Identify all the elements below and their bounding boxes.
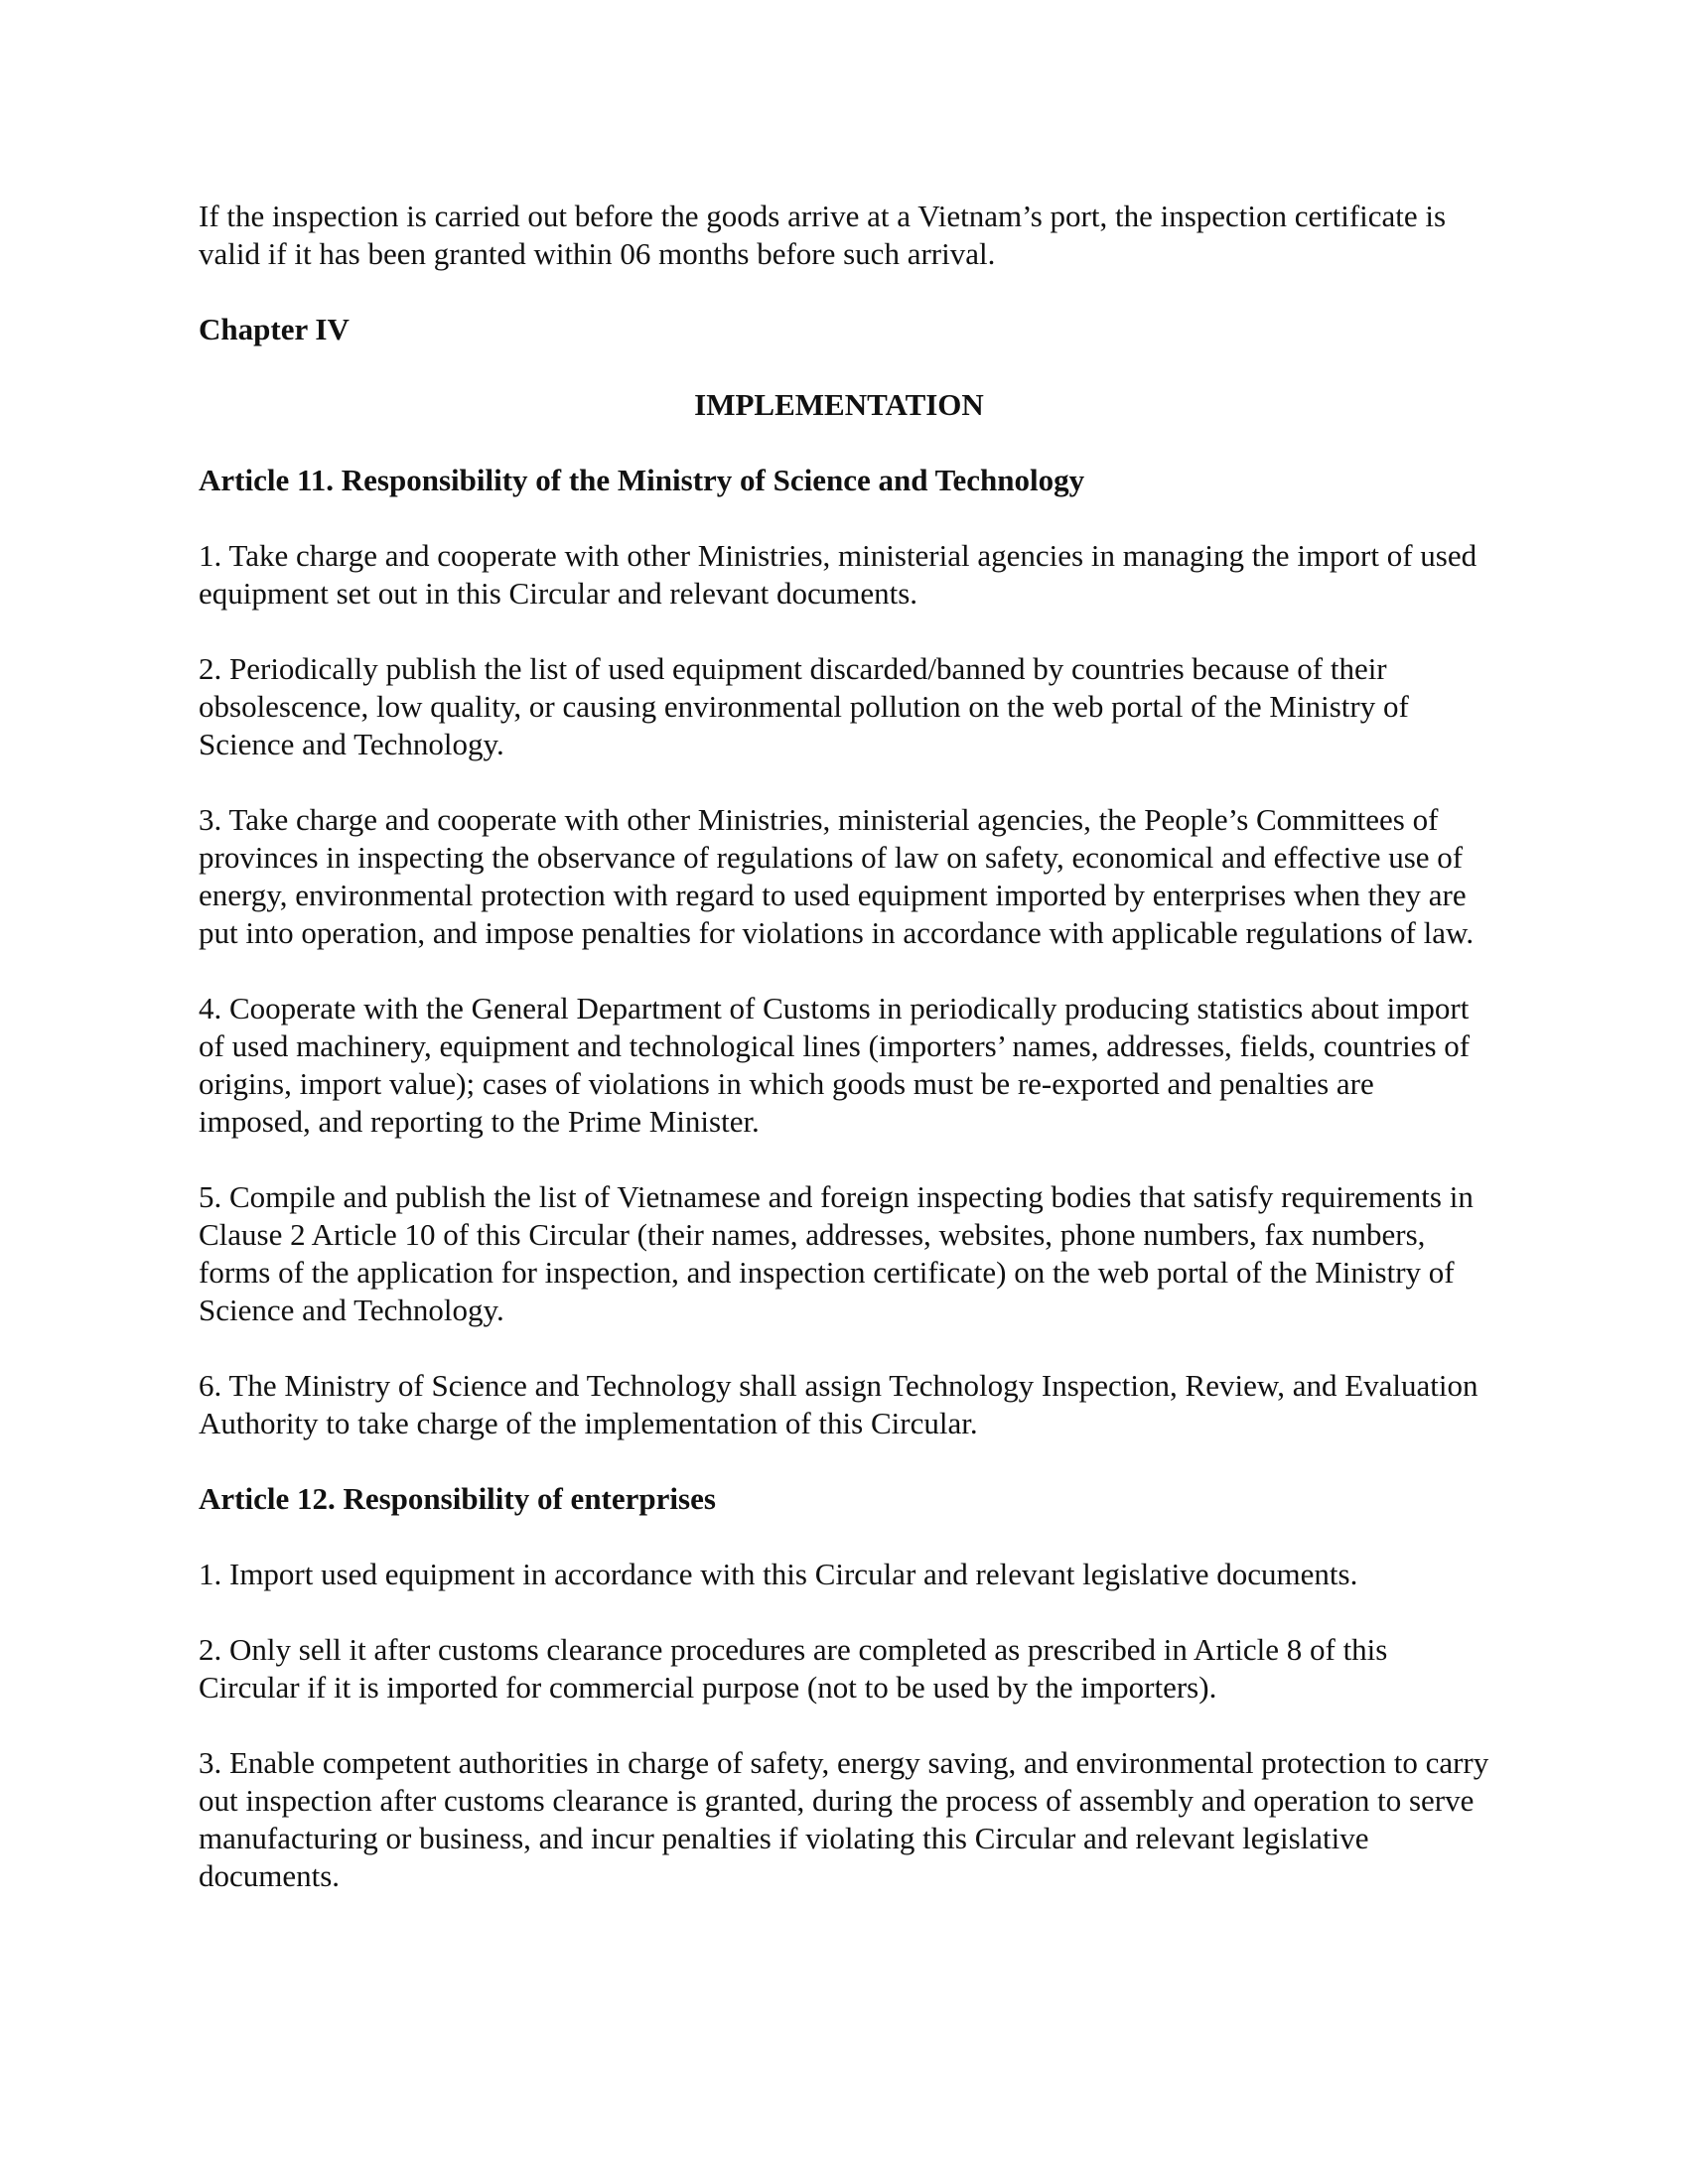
article-12-item-3: 3. Enable competent authorities in charge of safety, energy saving, and environmental protection to carry out inspection after customs clearance is granted, during the process of assembly and operation to serve manufacturing or business, and incur penalties if violating this Circular and relevant legislative documents.: [199, 1745, 1489, 1893]
article-12-heading: Article 12. Responsibility of enterprises: [199, 1481, 716, 1516]
article-11-item-3: 3. Take charge and cooperate with other Ministries, ministerial agencies, the People’s Committees of provinces in inspecting the observance of regulations of law on safety, economical and effective use of energy, environmental protection with regard to used equipment imported by enterprises when they are put into operation, and impose penalties for violations in accordance with applicable regulations of law.: [199, 802, 1475, 950]
article-12-item-1: 1. Import used equipment in accordance with this Circular and relevant legislative documents.: [199, 1557, 1358, 1591]
chapter-label: Chapter IV: [199, 312, 350, 346]
chapter-title: IMPLEMENTATION: [694, 387, 984, 422]
page-content: [199, 198, 1489, 1933]
article-11-item-4: 4. Cooperate with the General Department of Customs in periodically producing statistics about import of used machinery, equipment and technological lines (importers’ names, addresses, fields, countries of origins, import value); cases of violations in which goods must be re-exported and penalties are imposed, and reporting to the Prime Minister.: [199, 991, 1471, 1139]
article-11-item-1: 1. Take charge and cooperate with other Ministries, ministerial agencies in managing the import of used equipment set out in this Circular and relevant documents.: [199, 538, 1477, 611]
article-11-item-2: 2. Periodically publish the list of used equipment discarded/banned by countries because of their obsolescence, low quality, or causing environmental pollution on the web portal of the Ministry of Science and Technology.: [199, 651, 1409, 761]
article-11-item-5: 5. Compile and publish the list of Vietnamese and foreign inspecting bodies that satisfy requirements in Clause 2 Article 10 of this Circular (their names, addresses, websites, phone numbers, fax numbers, forms of the application for inspection, and inspection certificate) on the web portal of the Ministry of Science and Technology.: [199, 1179, 1474, 1327]
article-11-item-6: 6. The Ministry of Science and Technology shall assign Technology Inspection, Review, and Evaluation Authority to take charge of the implementation of this Circular.: [199, 1368, 1478, 1440]
article-11-heading: Article 11. Responsibility of the Ministry of Science and Technology: [199, 463, 1085, 497]
intro-paragraph: If the inspection is carried out before the goods arrive at a Vietnam’s port, the inspection certificate is valid if it has been granted within 06 months before such arrival.: [199, 199, 1447, 271]
article-12-item-2: 2. Only sell it after customs clearance procedures are completed as prescribed in Article 8 of this Circular if it is imported for commercial purpose (not to be used by the importers).: [199, 1632, 1388, 1705]
